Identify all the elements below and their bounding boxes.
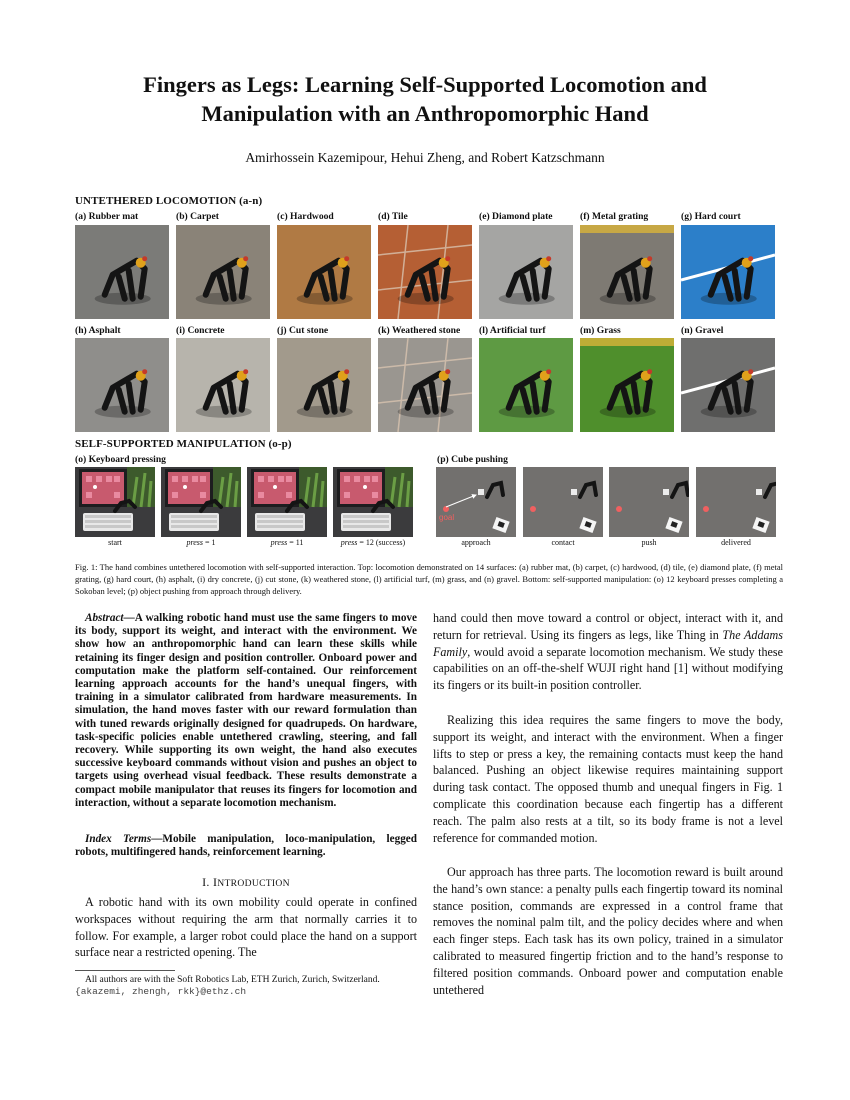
- cube-photo: [609, 467, 689, 537]
- cube-photo: [436, 467, 516, 537]
- keyboard-caption: press = 11: [270, 538, 304, 547]
- surface-photo: [479, 338, 573, 432]
- cube-photo: [696, 467, 776, 537]
- index-terms-label: Index Terms: [85, 833, 152, 845]
- surface-photo: [479, 225, 573, 319]
- right-p1-text-a: hand could then move toward a control or object, interact with it, and return for retrieval. Using its fingers as legs, like Thing in: [433, 611, 783, 642]
- figure-caption: Fig. 1: The hand combines untethered locomotion with self-supported interaction. Top: locomotion demonstrated on 14 surfaces: (a) rubber mat, (b) carpet, (c) hardwood, (d) tile, (e) diamond plate, (f) metal grating, (g) hard court, (h) asphalt, (i) dry concrete, (j) cut stone, (k) weathered stone, (l) artificial turf, (m) grass, and (n) gravel. Bottom: self-supported manipulation: (o) 12 keyboard presses completing a Sokoban level; (p) object pushing from approach through delivery.: [75, 562, 783, 596]
- surface-label: (h) Asphalt: [75, 325, 121, 336]
- keyboard-caption: press = 1: [186, 538, 216, 547]
- surface-label: (b) Carpet: [176, 211, 219, 222]
- author-list: Amirhossein Kazemipour, Hehui Zheng, and Robert Katzschmann: [245, 150, 605, 165]
- cube-heading: (p) Cube pushing: [437, 454, 508, 465]
- keyboard-heading: (o) Keyboard pressing: [75, 454, 166, 465]
- keyboard-photo: [161, 467, 241, 537]
- surface-label: (g) Hard court: [681, 211, 741, 222]
- surface-label: (f) Metal grating: [580, 211, 649, 222]
- paper-title: [60, 70, 790, 128]
- surface-photo: [176, 338, 270, 432]
- cube-caption: approach: [461, 538, 491, 547]
- surface-label: (l) Artificial turf: [479, 325, 546, 336]
- manipulation-heading: SELF-SUPPORTED MANIPULATION (o-p): [75, 438, 292, 450]
- right-p1-text-b: , would avoid a separate locomotion mechanism. We study these capabilities on an off-the-shelf WUJI right hand [1] without modifying its fingers or its built-in position controller.: [433, 644, 783, 693]
- intro-heading-num: I. I: [202, 875, 218, 889]
- abstract-label: Abstract: [85, 612, 124, 624]
- surface-label: (e) Diamond plate: [479, 211, 553, 222]
- surface-label: (i) Concrete: [176, 325, 225, 336]
- footnote: [75, 974, 417, 998]
- surface-label: (n) Gravel: [681, 325, 724, 336]
- index-terms-text: —Mobile manipulation, loco-manipulation, legged robots, multifingered hands, reinforcement learning.: [75, 833, 417, 859]
- title-line-1: Fingers as Legs: Learning Self-Supported Locomotion and: [143, 72, 707, 97]
- footnote-text: All authors are with the Soft Robotics Lab, ETH Zurich, Zurich, Switzerland.: [85, 975, 380, 985]
- footnote-rule: [75, 970, 175, 971]
- right-paragraph-2: Realizing this idea requires the same fingers to move the body, support its weight, and interact with the environment. When a finger lifts to step or press a key, the remaining contacts must keep the hand balanced. Pushing an object likewise requires maintaining support during task contact. The opposed thumb and unequal fingers in Fig. 1 complicate this coordination because each fingertip has a different reach. The palm also rests at a tilt, so its body frame is not a level reference for commanded motion.: [433, 713, 783, 845]
- surface-photo: [277, 225, 371, 319]
- surface-label: (a) Rubber mat: [75, 211, 139, 222]
- surface-photo: [75, 338, 169, 432]
- intro-heading-rest: NTRODUCTION: [217, 878, 290, 889]
- intro-heading: [75, 874, 417, 893]
- right-paragraph-1: [433, 610, 783, 694]
- cube-caption: contact: [551, 538, 575, 547]
- surface-photo: [681, 225, 775, 319]
- surface-photo: [75, 225, 169, 319]
- surface-photo: [580, 225, 674, 319]
- intro-paragraph-1: A robotic hand with its own mobility could operate in confined workspaces without requiring the arm that normally carries it to follow. For example, a larger robot could place the hand on a support surface near a restricted opening. The: [75, 895, 417, 960]
- index-terms: [75, 833, 417, 859]
- abstract-text: —A walking robotic hand must use the same fingers to move its body, support its weight, and interact with the environment. We show how an anthropomorphic hand can learn these skills while retaining its finger design and position controller. Onboard power and computation make the platform self-contained. Our reinforcement learning approach accounts for the hand’s unequal fingers, with training in a simulator calibrated from hardware measurements. In simulation, the hand moves faster with our reward formulation than with tuned rewards originally designed for quadrupeds. On hardware, task-specific policies enable untethered crawling, steering, and fall recovery. While supporting its own weight, the hand also executes successive keyboard commands without vision and pushes an object to targets using overhead visual feedback. These results demonstrate a compact mobile manipulator that reuses its fingers for locomotion and interaction, without a separate locomotion mechanism.: [75, 612, 417, 809]
- surface-photo: [378, 225, 472, 319]
- keyboard-photo: [247, 467, 327, 537]
- keyboard-photo: [333, 467, 413, 537]
- surface-label: (j) Cut stone: [277, 325, 329, 336]
- right-paragraph-3: Our approach has three parts. The locomotion reward is built around the hand’s own stance: a penalty pulls each fingertip toward its nominal stance position, commands are expressed in a control frame that removes the nominal palm tilt, and the policy decides where and when each finger steps. Each task has its own policy, trained in a simulator calibrated to measured fingertip friction and to the hand’s response to filtered position commands. Onboard power and computation enable untethered: [433, 865, 783, 997]
- keyboard-caption: start: [108, 538, 122, 547]
- surface-label: (c) Hardwood: [277, 211, 334, 222]
- footnote-emails: {akazemi, zhengh, rkk}@ethz.ch: [75, 986, 247, 997]
- keyboard-caption: press = 12 (success): [340, 538, 406, 547]
- surface-label: (m) Grass: [580, 325, 621, 336]
- right-p1-italic: The Addams Family: [433, 627, 783, 659]
- surface-label: (k) Weathered stone: [378, 325, 461, 336]
- svg-text:goal: goal: [439, 513, 455, 522]
- locomotion-heading: UNTETHERED LOCOMOTION (a-n): [75, 195, 263, 207]
- surface-photo: [176, 225, 270, 319]
- surface-photo: [378, 338, 472, 432]
- cube-caption: push: [641, 538, 657, 547]
- cube-caption: delivered: [721, 538, 751, 547]
- keyboard-photo: [75, 467, 155, 537]
- abstract: [75, 612, 417, 810]
- cube-photo: [523, 467, 603, 537]
- surface-photo: [681, 338, 775, 432]
- surface-label: (d) Tile: [378, 211, 408, 222]
- title-line-2: Manipulation with an Anthropomorphic Hand: [201, 101, 649, 126]
- surface-photo: [277, 338, 371, 432]
- surface-photo: [580, 338, 674, 432]
